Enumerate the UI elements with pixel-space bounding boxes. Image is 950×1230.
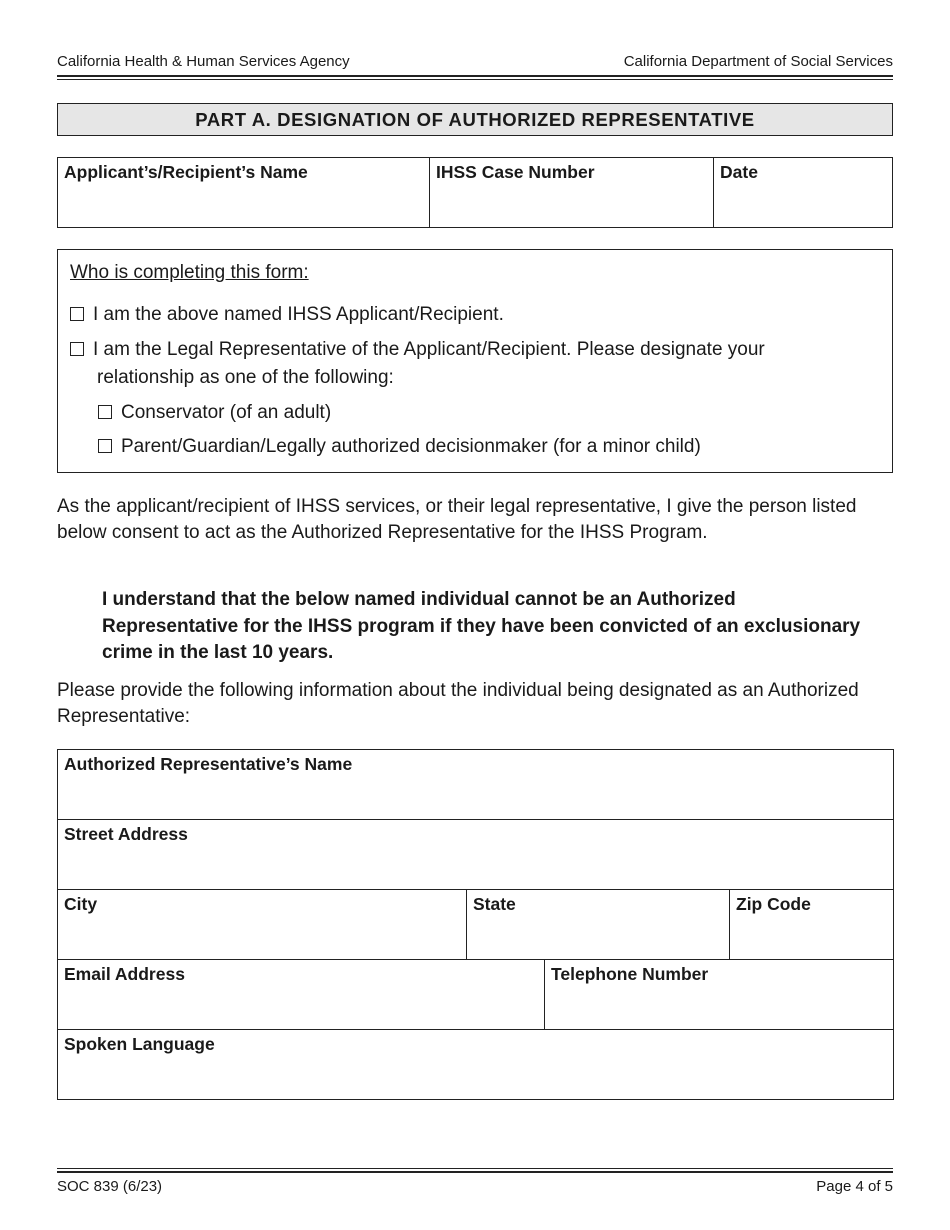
instruction-text: Please provide the following information about the individual being designated as an Authorized Representative: [57, 680, 859, 727]
email-label: Email Address [64, 964, 185, 984]
header-rule-thin [57, 79, 893, 80]
option-legal-rep-label-cont: relationship as one of the following: [97, 367, 394, 388]
checkbox-icon[interactable] [98, 405, 112, 419]
option-parent-guardian[interactable] [98, 436, 701, 458]
footer-rule [57, 1171, 893, 1173]
date-label: Date [720, 162, 758, 182]
option-applicant[interactable] [70, 304, 504, 326]
who-completing-box [57, 249, 893, 473]
header-department: California Department of Social Services [623, 53, 893, 70]
city-label: City [64, 894, 98, 914]
who-heading: Who is completing this form: [70, 262, 309, 283]
header-rule [57, 75, 893, 77]
section-title: PART A. DESIGNATION OF AUTHORIZED REPRESENTATIVE [57, 103, 893, 136]
zip-code-field[interactable] [729, 890, 892, 959]
footer-rule-thin [57, 1168, 893, 1169]
state-field[interactable] [466, 890, 730, 959]
street-address-field[interactable] [58, 820, 893, 889]
option-legal-rep-label: I am the Legal Representative of the Applicant/Recipient. Please designate your [93, 339, 765, 360]
street-address-label: Street Address [64, 824, 188, 844]
checkbox-icon[interactable] [70, 307, 84, 321]
state-label: State [473, 894, 516, 914]
telephone-label: Telephone Number [551, 964, 709, 984]
checkbox-icon[interactable] [98, 439, 112, 453]
telephone-field[interactable] [544, 960, 892, 1029]
case-number-label: IHSS Case Number [436, 162, 595, 182]
applicant-name-label: Applicant’s/Recipient’s Name [64, 162, 308, 182]
spoken-language-label: Spoken Language [64, 1034, 215, 1054]
option-conservator-label: Conservator (of an adult) [121, 402, 332, 423]
rep-name-label: Authorized Representative’s Name [64, 754, 353, 774]
date-field[interactable] [713, 158, 893, 227]
email-field[interactable] [58, 960, 545, 1029]
header-agency: California Health & Human Services Agency [57, 53, 350, 70]
zip-code-label: Zip Code [736, 894, 811, 914]
applicant-table [57, 157, 893, 228]
representative-table [57, 749, 894, 1100]
option-applicant-label: I am the above named IHSS Applicant/Recipient. [93, 304, 504, 325]
rep-name-field[interactable] [58, 750, 893, 820]
consent-text: As the applicant/recipient of IHSS services, or their legal representative, I give the person listed below consent to act as the Authorized Representative for the IHSS Program. [57, 496, 857, 543]
option-conservator[interactable] [98, 402, 331, 424]
page-number: Page 4 of 5 [816, 1178, 893, 1195]
warning-text: I understand that the below named individual cannot be an Authorized Representative for the IHSS program if they have been convicted of an exclusionary crime in the last 10 years. [102, 589, 861, 663]
applicant-name-field[interactable] [58, 158, 430, 227]
checkbox-icon[interactable] [70, 342, 84, 356]
spoken-language-field[interactable] [58, 1030, 893, 1099]
case-number-field[interactable] [429, 158, 714, 227]
city-field[interactable] [58, 890, 467, 959]
option-parent-guardian-label: Parent/Guardian/Legally authorized decisionmaker (for a minor child) [121, 436, 701, 457]
option-legal-rep[interactable] [70, 339, 765, 361]
form-number: SOC 839 (6/23) [57, 1178, 163, 1195]
